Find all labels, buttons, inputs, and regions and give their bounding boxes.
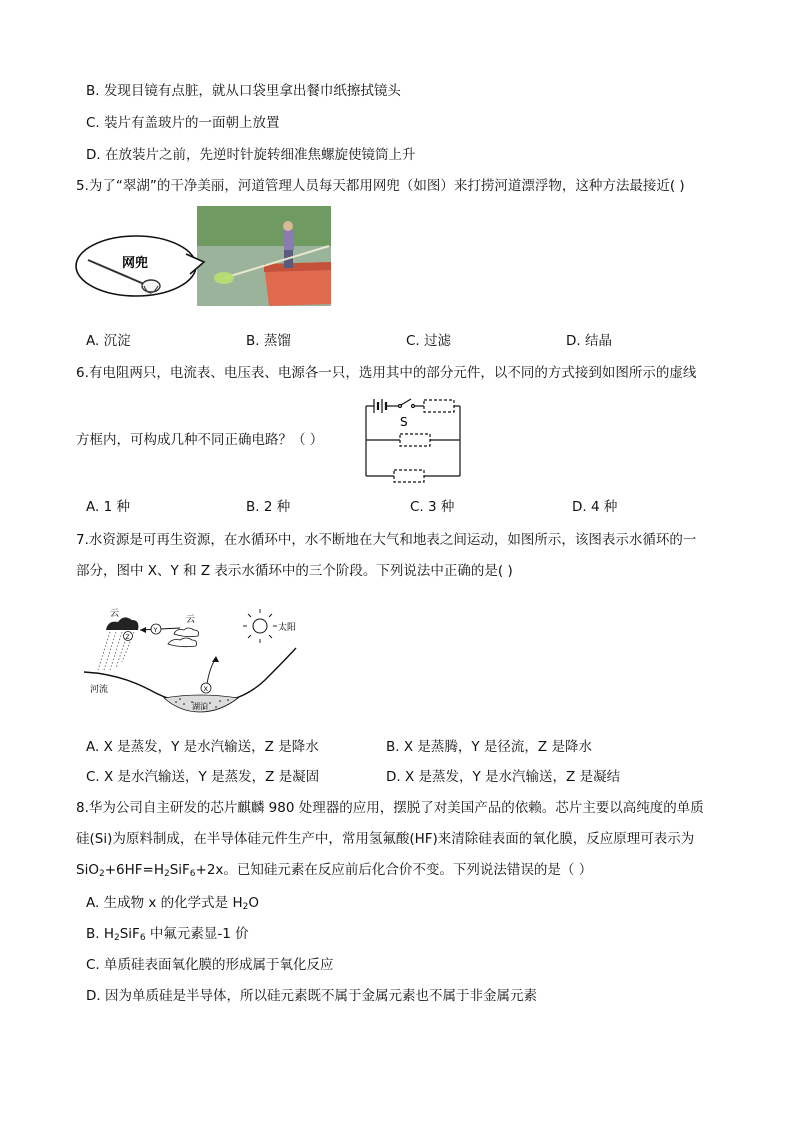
q7-option-a: A. X 是蒸发，Y 是水汽输送，Z 是降水 [86, 739, 319, 755]
q7-option-c: C. X 是水汽输送，Y 是蒸发，Z 是凝固 [86, 769, 320, 785]
q8-option-a-text: A. 生成物 x 的化学式是 H [86, 895, 243, 911]
q5-option-a: A. 沉淀 [86, 333, 131, 349]
q6-circuit-figure [360, 394, 466, 484]
q8-eq-part2: +6HF=H [104, 862, 164, 878]
q8-eq-sub3: 6 [189, 869, 196, 879]
q7-cloud1-label: 云 [110, 609, 120, 619]
q6-stem-line2: 方框内，可构成几种不同正确电路？（ ） [76, 432, 324, 448]
q8-eq-sub2: 2 [163, 869, 170, 879]
q6-switch-label: S [400, 415, 408, 429]
q6-option-a: A. 1 种 [86, 499, 130, 515]
q7-cloud2-label: 云 [186, 615, 196, 625]
q5-net-figure [74, 204, 334, 308]
q8-stem-line1: 8.华为公司自主研发的芯片麒麟 980 处理器的应用，摆脱了对美国产品的依赖。芯片主要以高纯度的单质 [76, 800, 704, 816]
q7-option-b: B. X 是蒸腾，Y 是径流，Z 是降水 [386, 739, 592, 755]
q6-stem-line1: 6.有电阻两只，电流表、电压表、电源各一只，选用其中的部分元件，以不同的方式接到如图所示的虚线 [76, 365, 697, 381]
q8-eq-part4: +2x [195, 862, 224, 878]
q6-option-b: B. 2 种 [246, 499, 291, 515]
q8-option-c: C. 单质硅表面氧化膜的形成属于氧化反应 [86, 957, 334, 973]
q7-water-cycle-figure [80, 600, 300, 730]
q7-stem-line1: 7.水资源是可再生资源，在水循环中，水不断地在大气和地表之间运动，如图所示，该图表示水循环的一 [76, 532, 697, 548]
q4-option-c: C. 装片有盖玻片的一面朝上放置 [86, 115, 280, 131]
q8-option-b-s1: 2 [114, 933, 120, 943]
q8-eq-part3: SiF [169, 862, 190, 878]
q5-option-b: B. 蒸馏 [246, 333, 291, 349]
q7-sun-label: 太阳 [278, 623, 297, 633]
q6-option-d: D. 4 种 [572, 499, 618, 515]
q7-option-d: D. X 是蒸发，Y 是水汽输送，Z 是凝结 [386, 769, 621, 785]
q5-figure-label: 网兜 [122, 256, 149, 271]
q7-y-label: Y [153, 626, 158, 634]
q8-option-b-end: 中氟元素显-1 价 [145, 926, 249, 942]
q8-option-b-s2: 6 [139, 933, 146, 943]
q7-z-label: Z [125, 634, 130, 641]
q7-lake-label: 湖泊 [192, 702, 208, 711]
q5-option-c: C. 过滤 [406, 333, 452, 349]
q8-eq-sub1: 2 [98, 869, 105, 879]
q8-equation-line [76, 860, 592, 884]
q4-option-b: B. 发现目镜有点脏，就从口袋里拿出餐巾纸擦拭镜头 [86, 83, 401, 99]
q8-option-a-sub: 2 [242, 902, 249, 912]
q8-option-b-p1: B. H [86, 926, 114, 942]
q6-option-c: C. 3 种 [410, 499, 455, 515]
q5-stem: 5.为了“翠湖”的干净美丽，河道管理人员每天都用网兜（如图）来打捞河道漂浮物，这种方法最接近( ) [76, 178, 685, 194]
q7-stem-line2: 部分，图中 X、Y 和 Z 表示水循环中的三个阶段。下列说法中正确的是( ) [76, 563, 513, 579]
q7-x-label: X [203, 685, 208, 693]
q8-option-b-p2: SiF [119, 926, 140, 942]
q8-option-a [86, 893, 259, 917]
q7-river-label: 河流 [90, 685, 109, 695]
q8-option-b [86, 924, 249, 948]
q8-stem-line2: 硅(Si)为原料制成，在半导体硅元件生产中，常用氢氟酸(HF)来清除硅表面的氧化膜，反应原理可表示为 [76, 831, 695, 847]
q8-eq-part1: SiO [76, 862, 99, 878]
q4-option-d: D. 在放装片之前，先逆时针旋转细准焦螺旋使镜筒上升 [86, 147, 416, 163]
q5-option-d: D. 结晶 [566, 333, 612, 349]
q8-option-a-end: O [248, 895, 259, 911]
q8-option-d: D. 因为单质硅是半导体，所以硅元素既不属于金属元素也不属于非金属元素 [86, 988, 537, 1004]
q8-eq-rest: 。已知硅元素在反应前后化合价不变。下列说法错误的是（ ） [223, 862, 593, 878]
